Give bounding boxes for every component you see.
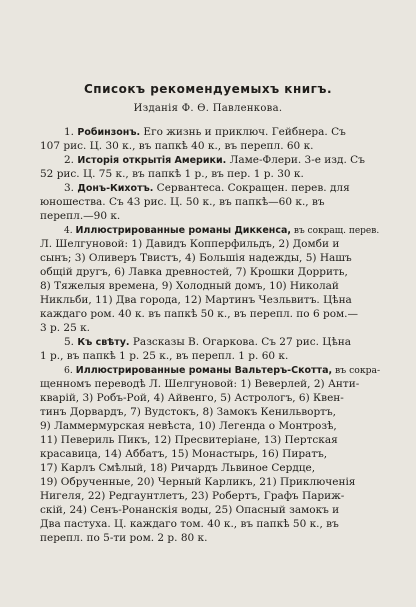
entry-4-line: 8) Тяжелыя времена, 9) Холодный домъ, 10) Николай [40,280,339,292]
entry-4-line: Никльби, 11) Два города, 12) Мартинъ Чезльвитъ. Цѣна [40,294,352,306]
entry-6-line: красавица, 14) Аббатъ, 15) Монастырь, 16) Пиратъ, [40,448,328,460]
entry-4-line: каждаго ром. 40 к. въ папкѣ 50 к., въ перепл. по 6 ром.— [40,308,359,320]
entry-6-line: тинъ Дорвардъ, 7) Вудстокъ, 8) Замокъ Кенильвортъ, [40,406,337,418]
entry-6-line: 19) Обрученные, 20) Черный Карликъ, 21) Приключенія [40,476,356,488]
entry-4-first-line: 4. Иллюстрированные романы Диккенса, въ сокращ. перев. [64,225,380,236]
entry-6-line: кварій, 3) Робъ-Рой, 4) Айвенго, 5) Астрологъ, 6) Квен- [40,392,344,404]
entry-5-name: Къ свѣту. [77,337,130,348]
list-title: Списокъ рекомендуемыхъ книгъ. [84,82,332,96]
entry-1-first-line: 1. Робинзонъ. Его жизнь и приключ. Гейбнера. Съ [64,126,346,138]
publisher-subtitle: Изданія Ф. Ѳ. Павленкова. [133,103,283,114]
entry-2-line: 52 рис. Ц. 75 к., въ папкѣ 1 р., въ пер. 1 р. 30 к. [40,168,304,180]
entry-6-first-line: 6. Иллюстрированные романы Вальтеръ-Скотта, въ сокра- [64,365,380,376]
entry-4-line: 3 р. 25 к. [40,322,91,334]
entry-6-line: 17) Карлъ Смѣлый, 18) Ричардъ Львиное Сердце, [40,462,316,474]
entry-4-line: общій другъ, 6) Лавка древностей, 7) Крошки Доррить, [40,266,348,278]
entry-1-name: Робинзонъ. [77,127,141,138]
entry-4-name: Иллюстрированные романы Диккенса, [75,225,292,236]
entry-6-name: Иллюстрированные романы Вальтеръ-Скотта, [75,365,333,376]
entry-6-line: скій, 24) Сенъ-Ронанскія воды, 25) Опасный замокъ и [40,504,340,516]
entry-5-line: 1 р., въ папкѣ 1 р. 25 к., въ перепл. 1 р. 60 к. [40,350,289,362]
entry-3-line: юношества. Съ 43 рис. Ц. 50 к., въ папкѣ—60 к., въ [40,196,325,208]
entry-2-first-line: 2. Исторія открытія Америки. Ламе-Флери. 3-е изд. Съ [64,154,365,166]
entry-6-line: перепл. по 5-ти ром. 2 р. 80 к. [40,532,208,544]
entry-6-line: щенномъ переводѣ Л. Шелгуновой: 1) Веверлей, 2) Анти- [40,378,360,390]
entry-2-name: Исторія открытія Америки. [77,155,227,166]
entry-3-line: перепл.—90 к. [40,210,121,222]
entry-6-line: 9) Ламмермурская невѣста, 10) Легенда о Монтрозѣ, [40,420,337,432]
entry-4-line: Л. Шелгуновой: 1) Давидъ Копперфильдъ, 2) Домби и [40,238,340,250]
entry-1-line: 107 рис. Ц. 30 к., въ папкѣ 40 к., въ перепл. 60 к. [40,140,314,152]
entry-6-line: Два пастуха. Ц. каждаго том. 40 к., въ папкѣ 50 к., въ [40,518,339,530]
entry-3-first-line: 3. Донъ-Кихотъ. Сервантеса. Сокращен. перев. для [64,182,350,194]
entry-3-name: Донъ-Кихотъ. [77,183,154,194]
entry-6-line: Нигеля, 22) Редгаунтлетъ, 23) Робертъ, Графъ Париж- [40,490,345,502]
entry-4-line: сынъ; 3) Оливеръ Твистъ, 4) Большія надежды, 5) Нашъ [40,252,352,264]
entry-5-first-line: 5. Къ свѣту. Разсказы В. Огаркова. Съ 27 рис. Цѣна [64,336,352,348]
entry-6-line: 11) Певериль Пикъ, 12) Пресвитеріане, 13) Пертская [40,434,338,446]
